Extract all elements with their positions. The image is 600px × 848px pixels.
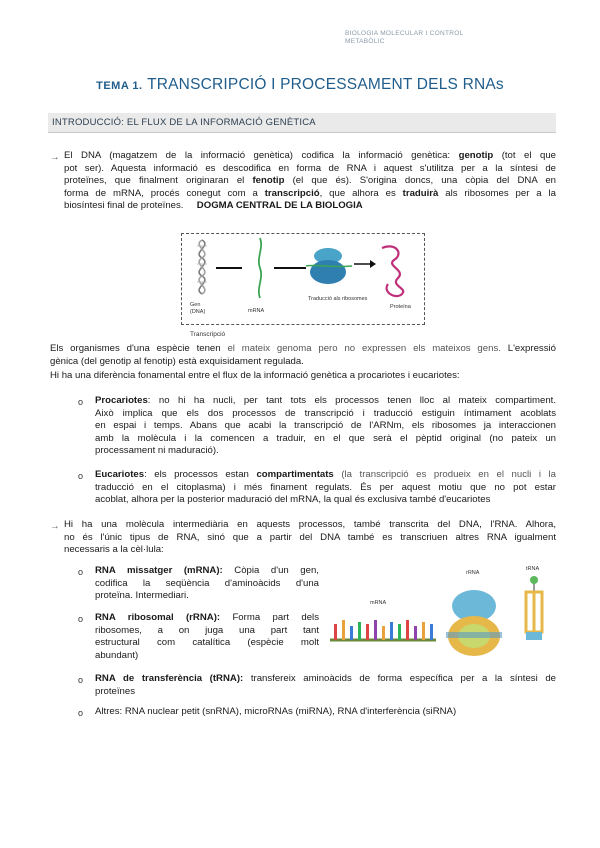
mrna-molecule-icon [330, 620, 436, 640]
arrow-bullet-icon: → [50, 152, 60, 163]
section-heading: INTRODUCCIÓ: EL FLUX DE LA INFORMACIÓ GENÈTICA [52, 117, 316, 128]
term-transcripcio: transcripció [264, 187, 320, 199]
dogma-label: DOGMA CENTRAL DE LA BIOLOGIA [196, 200, 363, 212]
section-heading-bar [48, 113, 556, 133]
running-header-line2: METABÒLIC [345, 38, 385, 45]
arrow-bullet-icon: → [50, 521, 60, 532]
intermediary-paragraph: Hi ha una molècula intermediària en aquests processos, també transcrita del DNA, l'RNA. Alhora, no és l'únic tipus de RNA, sinó que a partir del DNA també es transcriuen altres RNA igualment necessaris a la cèl·lula: [64, 519, 556, 556]
rna-types-diagram [326, 562, 556, 672]
rrna-item: RNA ribosomal (rRNA): Forma part dels ribosomes, a on juga una part tant estructural com catalítica (espècie molt abundant) [95, 612, 319, 661]
trna-item: RNA de transferència (tRNA): transfereix aminoàcids de forma específica per a la síntesi de proteïnes [95, 673, 556, 697]
list-bullet: o [78, 567, 84, 577]
others-item: Altres: RNA nuclear petit (snRNA), microRNAs (miRNA), RNA d'interferència (siRNA) [95, 706, 457, 717]
central-dogma-diagram [182, 234, 426, 326]
mrna-item: RNA missatger (mRNA): Còpia d'un gen, codifica la seqüència d'aminoàcids d'una proteïna. Intermediari. [95, 565, 319, 602]
arrow-head-icon [370, 260, 376, 268]
term-traduira: traduirà [402, 187, 439, 199]
ribosome-label: Traducció als ribosomes [308, 296, 368, 302]
running-header-line1: BIOLOGIA MOLECULAR I CONTROL [345, 30, 464, 37]
protein-label: Proteïna [390, 304, 411, 310]
rna-fig-trna-label: tRNA [526, 566, 540, 572]
list-bullet: o [78, 614, 84, 624]
prokaryotes-item: Procariotes: no hi ha nucli, per tant tots els processos tenen lloc al mateix compartiment. Això implica que els dos processos de transcripció i traducció estiguin íntimament acoblats en espai i temps. Abans que acabi la transcripció de l'ARNm, els ribosomes ja interaccionen amb la molècula i la comencen a traduir, en el que serà el pèptid original (no pateix un processament ni maduració). [95, 395, 556, 457]
rna-fig-mrna-label: mRNA [370, 600, 387, 606]
central-dogma-figure [181, 233, 425, 325]
mrna-label: mRNA [248, 308, 265, 314]
rrna-ribosome-icon [446, 590, 502, 656]
term-compartimentats: compartimentats [256, 469, 334, 480]
intro-paragraph: El DNA (magatzem de la informació genètica) codifica la informació genètica: genotip (tot el que pot ser). Aquesta informació es descodifica en forma de RNA i aquest s'utilitza per a la síntesi de proteïnes, que finalment originaran el fenotip (el que és). S'origina doncs, una còpia del DNA en forma de mRNA, procés conegut com a transcripció, que alhora es traduirà als ribosomes per a la biosíntesi final de proteïnes. DOGMA CENTRAL DE LA BIOLOGIA [64, 150, 556, 212]
protein-icon [382, 246, 403, 296]
organisms-paragraph: Els organismes d'una espècie tenen el mateix genoma pero no expressen els mateixos gens. L'expressió gènica (del genotip al fenotip) està exquisidament regulada. Hi ha una diferència fonamental entre el flux de la informació genètica a procariotes i eucariotes: [50, 343, 556, 382]
term-mrna: RNA missatger (mRNA): [95, 565, 223, 576]
eukaryotes-item: Eucariotes: els processos estan compartimentats (la transcripció es produeix en el nucli i la traducció en el citoplasma) i més finament regulats. És per aquest motiu que no pot estar acoblat, alhora per la posterior maduració del mRNA, la qual és exclusiva també d'eucariotes [95, 469, 556, 506]
title-main: TRANSCRIPCIÓ I PROCESSAMENT DELS RNAs [147, 76, 504, 93]
list-bullet: o [78, 397, 84, 407]
trna-molecule-icon [526, 576, 542, 640]
dna-helix-icon [197, 240, 207, 294]
gene-label: Gen (DNA) [190, 302, 206, 315]
term-eucariotes: Eucariotes [95, 469, 145, 480]
rna-types-figure [326, 562, 556, 672]
mrna-strand-icon [259, 238, 261, 298]
page-title [0, 76, 600, 94]
term-procariotes: Procariotes [95, 395, 148, 406]
rna-fig-rrna-label: rRNA [466, 570, 480, 576]
list-bullet: o [78, 471, 84, 481]
figure-caption: Transcripció [190, 331, 226, 338]
term-fenotip: fenotip [252, 175, 285, 187]
title-prefix: TEMA 1. [96, 80, 143, 92]
list-bullet: o [78, 708, 84, 718]
term-rrna: RNA ribosomal (rRNA): [95, 612, 221, 623]
term-genotip: genotip [458, 150, 494, 161]
ribosome-icon [306, 248, 352, 284]
list-bullet: o [78, 675, 84, 685]
term-trna: RNA de transferència (tRNA): [95, 673, 244, 684]
running-header [345, 30, 555, 46]
